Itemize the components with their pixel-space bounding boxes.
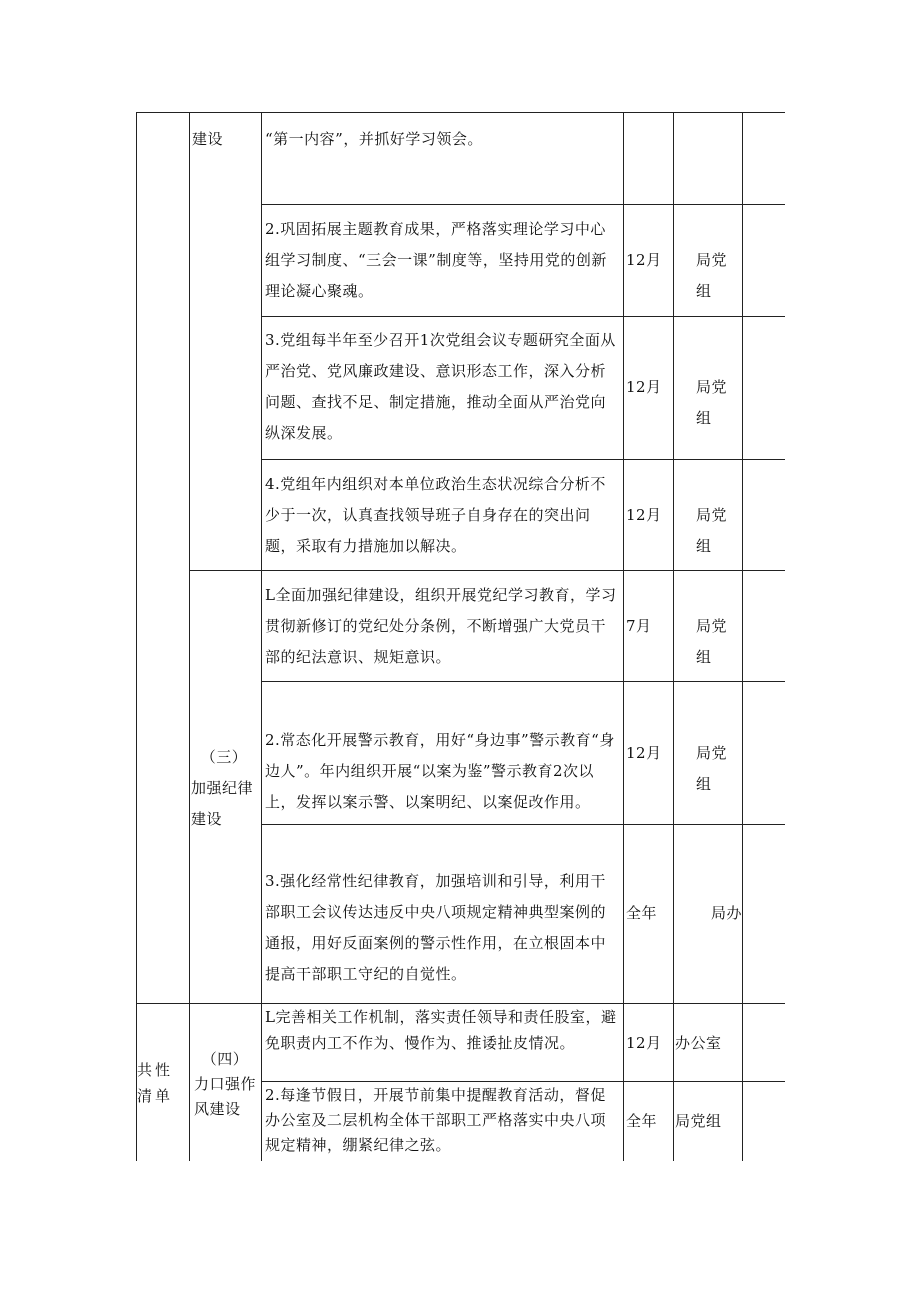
owner-value: 局党组 xyxy=(696,506,728,555)
row-divider-3 xyxy=(261,459,785,460)
time-value: 全年 xyxy=(626,904,658,922)
time-value: 12月 xyxy=(626,251,662,269)
task-content: 4.党组年内组织对本单位政治生态状况综合分析不少于一次，认真查找领导班子自身存在的突出问题，采取有力措施加以解决。 xyxy=(265,475,606,555)
category-line: （三） xyxy=(200,748,248,766)
row-divider-6 xyxy=(261,824,785,825)
task-content: 3.党组每半年至少召开1次党组会议专题研究全面从严治党、党风廉政建设、意识形态工作，深入分析问题、查找不足、制定措施，推动全面从严治党向纵深发展。 xyxy=(265,331,616,442)
owner-value: 局党组 xyxy=(696,617,728,666)
owner-value: 办公室 xyxy=(675,1034,722,1052)
row-divider-1 xyxy=(261,204,785,205)
category-line: 建设 xyxy=(191,810,223,828)
task-content: 2.巩固拓展主题教育成果，严格落实理论学习中心组学习制度、“三会一课”制度等，坚持用党的创新理论凝心聚魂。 xyxy=(265,220,607,300)
category-cell xyxy=(192,124,260,155)
row-divider-8 xyxy=(261,1081,785,1082)
type-label xyxy=(137,1057,189,1109)
owner-value: 局党组 xyxy=(696,251,728,300)
owner-value: 局党组 xyxy=(696,744,728,793)
time-value: 12月 xyxy=(626,378,662,396)
owner-value: 局党组 xyxy=(696,378,728,427)
time-value: 12月 xyxy=(626,1034,662,1052)
time-value: 全年 xyxy=(626,1112,658,1130)
task-content: 2.常态化开展警示教育，用好“身边事”警示教育“身边人”。年内组织开展“以案为鉴”警示教育2次以上，发挥以案示警、以案明纪、以案促改作用。 xyxy=(265,731,615,811)
time-value: 12月 xyxy=(626,506,662,524)
row-divider-4 xyxy=(189,570,785,571)
type-label-line: 共性 xyxy=(137,1061,174,1079)
owner-value: 局办 xyxy=(711,904,743,922)
task-content: L完善相关工作机制，落实责任领导和责任股室，避免职责内工不作为、慢作为、推诿扯皮情况。 xyxy=(265,1008,617,1052)
time-value: 12月 xyxy=(626,744,662,762)
category-cell xyxy=(194,1047,260,1122)
type-label-line: 清单 xyxy=(137,1087,174,1105)
row-divider-5 xyxy=(261,681,785,682)
time-value: 7月 xyxy=(626,617,652,635)
category-line: 加强纪律 xyxy=(191,779,254,797)
category-cell xyxy=(191,742,261,835)
task-content: “第一内容”，并抓好学习领会。 xyxy=(265,130,483,148)
task-content: L全面加强纪律建设，组织开展党纪学习教育，学习贯彻新修订的党纪处分条例，不断增强广大党员干部的纪法意识、规矩意识。 xyxy=(265,586,617,666)
category-line: 力口强作 xyxy=(194,1075,257,1093)
category-line: 风建设 xyxy=(194,1100,241,1118)
table-top-border xyxy=(136,112,785,113)
category-line: （四） xyxy=(201,1050,249,1068)
category-line: 建设 xyxy=(192,130,224,148)
owner-value: 局党组 xyxy=(675,1112,722,1130)
task-content: 3.强化经常性纪律教育，加强培训和引导，利用干部职工会议传达违反中央八项规定精神典型案例的通报，用好反面案例的警示性作用，在立根固本中提高干部职工守纪的自觉性。 xyxy=(265,872,607,983)
task-content: 2.每逢节假日，开展节前集中提醒教育活动，督促办公室及二层机构全体干部职工严格落实中央八项规定精神，绷紧纪律之弦。 xyxy=(265,1086,607,1154)
row-divider-2 xyxy=(261,316,785,317)
